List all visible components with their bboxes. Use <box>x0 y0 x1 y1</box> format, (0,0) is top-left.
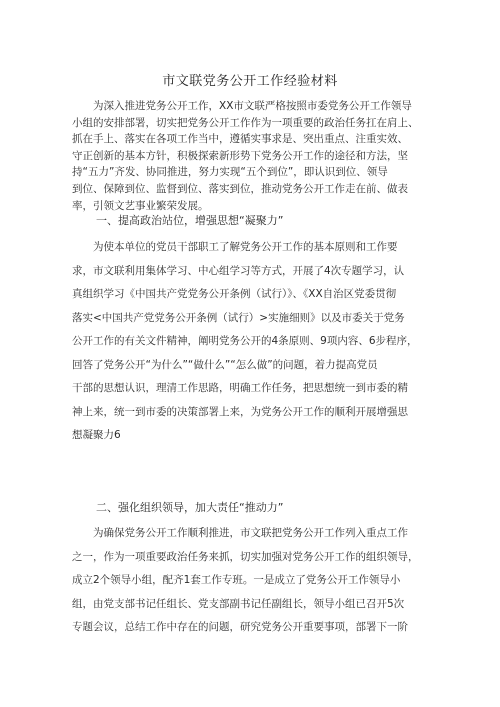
paragraph-line: 组，由党支部书记任组长、党支部副书记任副组长，领导小组已召开5次 <box>72 597 405 610</box>
paragraph-line: 抓在手上、落实在各项工作当中，遵循实事求是、突出重点、注重实效、 <box>72 133 408 146</box>
paragraph-line: 成立2个领导小组，配齐1套工作专班。一是成立了党务公开工作领导小 <box>72 574 401 586</box>
paragraph-line: 公开工作的有关文件精神，阐明党务公开的4条原则、9项内容、6步程序， <box>72 335 418 347</box>
section-heading: 二、强化组织领导，加大责任“推动力” <box>96 501 284 514</box>
paragraph-line: 小组的安排部署，切实把党务公开工作作为一项重要的政治任务扛在肩上、 <box>72 116 419 129</box>
paragraph-line: 回答了党务公开“为什么”“做什么”“怎么做”的问题，着力提高党员 <box>72 358 378 371</box>
paragraph-line: 率，引领文艺事业繁荣发展。 <box>72 199 209 212</box>
paragraph-line: 为深入推进党务公开工作，XX市文联严格按照市委党务公开工作领导 <box>72 100 412 112</box>
paragraph-line: 持“五力”齐发、协同推进，努力实现“五个到位”，即认识到位、领导 <box>72 166 388 179</box>
paragraph-line: 求，市文联利用集体学习、中心组学习等方式，开展了4次专题学习，认 <box>72 264 405 277</box>
paragraph-line: 落实<中国共产党党务公开条例（试行）>实施细则》以及市委关于党务 <box>72 311 405 324</box>
paragraph-line: 干部的思想认识，理清工作思路，明确工作任务，把思想统一到市委的精 <box>72 382 408 394</box>
section2-paragraph <box>72 522 432 640</box>
paragraph-line: 到位、保障到位、监督到位、落实到位，推动党务公开工作走在前、做表 <box>72 182 408 195</box>
paragraph-line: 守正创新的基本方针，积极探索新形势下党务公开工作的途径和方法，坚 <box>72 149 408 162</box>
paragraph-line: 神上来，统一到市委的决策部署上来，为党务公开工作的顺利开展增强思 <box>72 405 408 418</box>
section-heading: 一、提高政治站位，增强思想“凝聚力” <box>96 214 284 227</box>
paragraph-line: 真组织学习《中国共产党党务公开条例（试行）》、《XX自治区党委贯彻 <box>72 288 397 300</box>
intro-paragraph <box>72 98 432 214</box>
paragraph-line: 想凝聚力6 <box>72 429 121 441</box>
paragraph-line: 专题会议，总结工作中存在的问题，研究党务公开重要事项，部署下一阶 <box>72 621 408 633</box>
paragraph-line: 之一，作为一项重要政治任务来抓，切实加强对党务公开工作的组织领导， <box>72 550 419 563</box>
section1-paragraph <box>72 236 432 448</box>
document-title: 市文联党务公开工作经验材料 <box>162 74 338 89</box>
paragraph-line: 为确保党务公开工作顺利推进，市文联把党务公开工作列入重点工作 <box>72 527 408 539</box>
paragraph-line: 为使本单位的党员干部职工了解党务公开工作的基本原则和工作要 <box>72 241 398 253</box>
